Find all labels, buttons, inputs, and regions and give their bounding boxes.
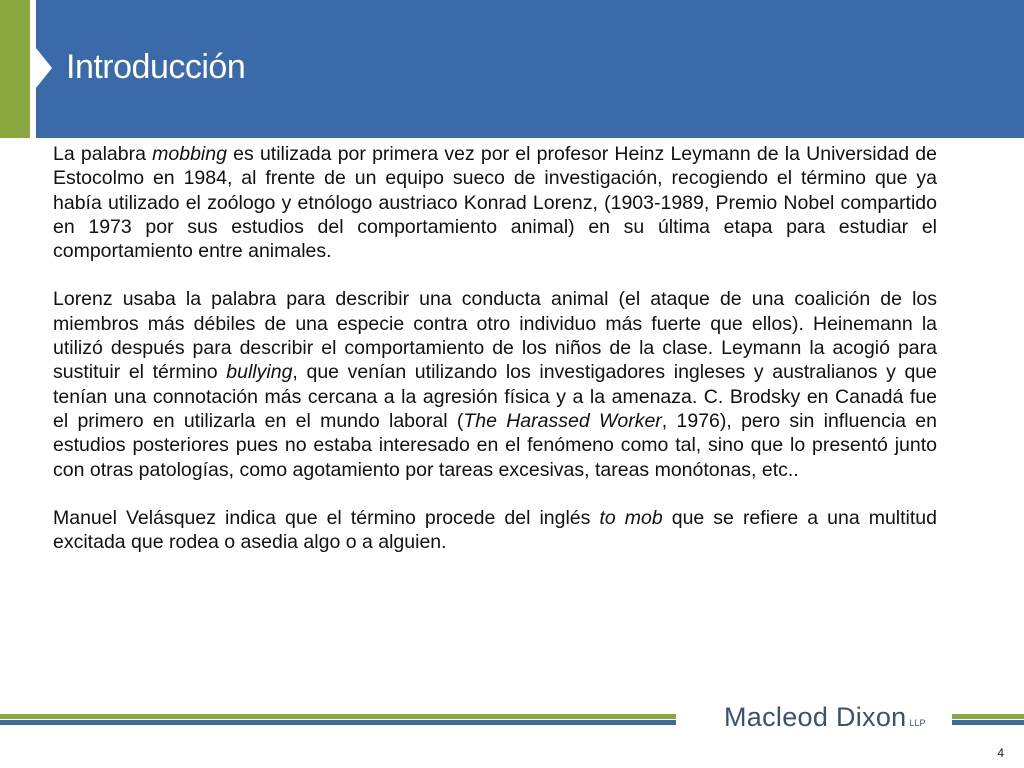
paragraph-text: que se refiere a una multitud excitada que rodea o asedia algo o a alguien.	[53, 506, 937, 554]
paragraph-text: , 1976), pero sin influencia en estudios posteriores pues no estaba interesado en el fenómeno como tal, sino que lo presentó junto con otras patologías, como agotamiento por tareas excesivas, tareas monótonas, etc..	[53, 409, 937, 481]
chevron-right-icon	[36, 48, 52, 88]
footer-rule-green-left	[0, 714, 676, 719]
body-paragraph	[53, 287, 937, 481]
page-number: 4	[997, 746, 1004, 760]
paragraph-text: Lorenz usaba la palabra para describir una conducta animal (el ataque de una coalición de los miembros más débiles de una especie contra otro individuo más fuerte que ellos). Heinemann la utilizó después para describir el comportamiento de los niños de la clase. Leymann la acogió para sustituir el término	[53, 288, 937, 384]
footer-rule-green-right	[952, 714, 1024, 719]
italic-term: bullying	[226, 361, 293, 384]
paragraph-text: , que venían utilizando los investigadores ingleses y australianos y que tenían una connotación más cercana a la agresión física y a la amenaza. C. Brodsky en Canadá fue el primero en utilizarla en el mundo laboral (	[53, 361, 937, 432]
logo-suffix: LLP	[909, 718, 926, 728]
footer-rule-blue-left	[0, 720, 676, 725]
slide-body	[53, 142, 937, 578]
paragraph-text: La palabra	[53, 143, 153, 165]
paragraph-text: Manuel Velásquez indica que el término procede del inglés	[53, 506, 600, 529]
italic-term: The Harassed Worker	[463, 409, 662, 432]
italic-term: mobbing	[152, 143, 227, 165]
paragraph-text: es utilizada por primera vez por el profesor Heinz Leymann de la Universidad de Estocolmo en 1984, al frente de un equipo sueco de investigación, recogiendo el término que ya había utilizado el zoólogo y etnólogo austriaco Konrad Lorenz, (1903-1989, Premio Nobel compartido en 1973 por sus estudios del comportamiento animal) en su última etapa para estudiar el comportamiento entre animales.	[53, 143, 937, 263]
company-logo	[724, 701, 926, 733]
footer-rule-blue-right	[952, 720, 1024, 725]
logo-name: Macleod Dixon	[724, 702, 907, 732]
italic-term: to mob	[599, 506, 663, 529]
slide-title: Introducción	[66, 48, 246, 86]
body-paragraph	[53, 506, 937, 555]
accent-green-bar	[0, 0, 30, 138]
body-paragraph	[53, 142, 937, 263]
